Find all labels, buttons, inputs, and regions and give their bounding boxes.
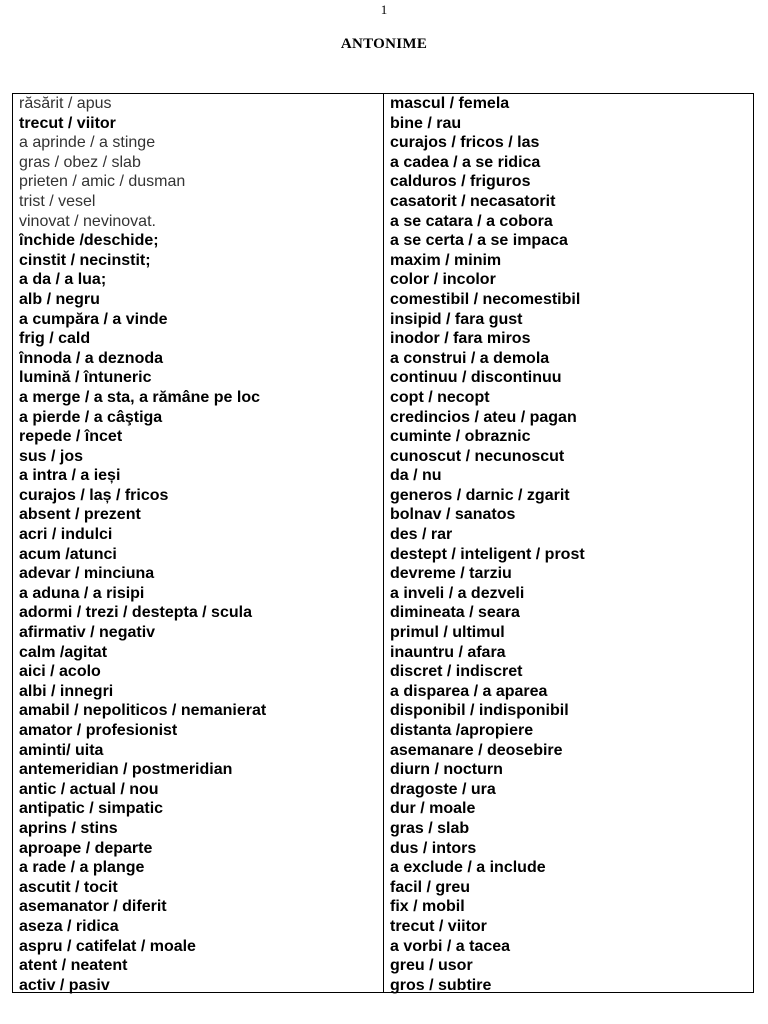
antonyms-table [12,93,754,993]
antonym-entry: antipatic / simpatic [19,800,164,818]
antonym-entry: inauntru / afara [390,643,506,661]
antonym-entry: cuminte / obraznic [390,428,531,446]
antonym-entry: adevar / minciuna [19,565,155,583]
antonym-entry: a disparea / a aparea [390,682,548,700]
antonym-entry: a intra / a ieși [19,467,121,485]
antonym-entry: aici / acolo [19,663,101,681]
antonym-entry: asemanare / deosebire [390,741,563,759]
antonym-entry: cunoscut / necunoscut [390,447,565,465]
antonym-entry: distanta /apropiere [390,722,534,739]
antonym-entry: aproape / departe [19,839,153,857]
antonym-entry: a se certa / a se impaca [390,232,568,250]
antonym-entry: dragoste / ura [390,780,496,798]
antonym-entry: acum /atunci [19,545,117,563]
antonym-entry: închide /deschide; [19,232,159,250]
antonym-entry: asemanator / diferit [19,898,167,916]
antonym-entry: vinovat / nevinovat. [19,212,156,230]
antonym-entry: afirmativ / negativ [19,624,156,642]
antonym-entry: disponibil / indisponibil [390,702,569,720]
antonym-entry: destept / inteligent / prost [390,545,585,563]
antonym-entry: prieten / amic / dusman [19,173,186,191]
antonym-entry: calm /agitat [19,643,108,661]
antonym-entry: gras / slab [390,819,470,837]
antonym-entry: frig / cald [19,330,91,348]
antonym-entry: a se catara / a cobora [390,212,553,230]
antonym-entry: trecut / viitor [19,114,116,132]
antonym-entry: amator / profesionist [19,722,178,739]
antonym-entry: curajos / laș / fricos [19,486,169,504]
antonym-entry: repede / încet [19,428,123,446]
antonym-entry: color / incolor [390,271,496,289]
left-column [13,94,384,992]
antonym-entry: sus / jos [19,447,84,465]
antonym-entry: a construi / a demola [390,349,550,367]
antonym-entry: înnoda / a deznoda [19,349,164,367]
antonym-entry: a rade / a plange [19,859,145,877]
antonym-entry: maxim / minim [390,251,502,269]
antonym-entry: da / nu [390,467,442,485]
antonym-entry: diurn / nocturn [390,761,503,779]
antonym-entry: antic / actual / nou [19,780,159,798]
antonym-entry: alb / negru [19,290,100,308]
right-column [384,94,753,992]
antonym-entry: răsărit / apus [19,95,112,112]
antonym-entry: dimineata / seara [390,604,520,622]
antonym-entry: a vorbi / a tacea [390,937,511,955]
page-title: ANTONIME [340,36,428,52]
antonym-entry: aprins / stins [19,819,118,837]
antonym-entry: aseza / ridica [19,917,119,935]
antonym-entry: aspru / catifelat / moale [19,937,196,955]
antonym-entry: acri / indulci [19,526,113,544]
antonym-entry: facil / greu [390,878,471,896]
antonym-entry: bine / rau [390,114,462,132]
antonym-entry: a inveli / a dezveli [390,584,525,602]
antonym-entry: cinstit / necinstit; [19,251,151,269]
antonym-entry: trecut / viitor [390,917,487,935]
antonym-entry: lumină / întuneric [19,369,152,387]
antonym-entry: absent / prezent [19,506,141,524]
antonym-entry: curajos / fricos / las [390,134,540,152]
antonym-entry: atent / neatent [19,957,128,975]
antonym-entry: copt / necopt [390,388,490,406]
antonym-entry: adormi / trezi / destepta / scula [19,604,252,622]
antonym-entry: fix / mobil [390,898,465,916]
antonym-entry: calduros / friguros [390,173,531,191]
antonym-entry: a cadea / a se ridica [390,153,541,171]
antonym-entry: trist / vesel [19,192,96,210]
antonym-entry: a da / a lua; [19,271,107,289]
antonym-entry: greu / usor [390,957,473,975]
antonym-entry: dus / intors [390,839,477,857]
antonym-entry: inodor / fara miros [390,330,531,348]
antonym-entry: casatorit / necasatorit [390,192,556,210]
antonym-entry: a merge / a sta, a rămâne pe loc [19,388,261,406]
antonym-entry: primul / ultimul [390,624,505,642]
antonym-entry: gras / obez / slab [19,153,141,171]
antonym-entry: amabil / nepoliticos / nemanierat [19,702,267,720]
antonym-entry: activ / pasiv [19,976,110,994]
antonym-entry: discret / indiscret [390,663,523,681]
antonym-entry: devreme / tarziu [390,565,512,583]
antonym-entry: generos / darnic / zgarit [390,486,570,504]
antonym-entry: gros / subtire [390,976,492,994]
antonym-entry: des / rar [390,526,453,544]
antonym-entry: a aprinde / a stinge [19,134,156,152]
antonym-entry: ascutit / tocit [19,878,118,896]
antonym-entry: comestibil / necomestibil [390,290,581,308]
page-number: 1 [380,2,388,17]
antonym-entry: antemeridian / postmeridian [19,761,233,779]
antonym-entry: a aduna / a risipi [19,584,145,602]
antonym-entry: a exclude / a include [390,859,546,877]
antonym-entry: albi / innegri [19,682,114,700]
antonym-entry: aminti/ uita [19,741,104,759]
antonym-entry: a pierde / a câştiga [19,408,163,426]
antonym-entry: dur / moale [390,800,476,818]
antonym-entry: a cumpăra / a vinde [19,310,168,328]
antonym-entry: insipid / fara gust [390,310,523,328]
antonym-entry: mascul / femela [390,95,510,112]
antonym-entry: bolnav / sanatos [390,506,516,524]
antonym-entry: credincios / ateu / pagan [390,408,577,426]
antonym-entry: continuu / discontinuu [390,369,562,387]
